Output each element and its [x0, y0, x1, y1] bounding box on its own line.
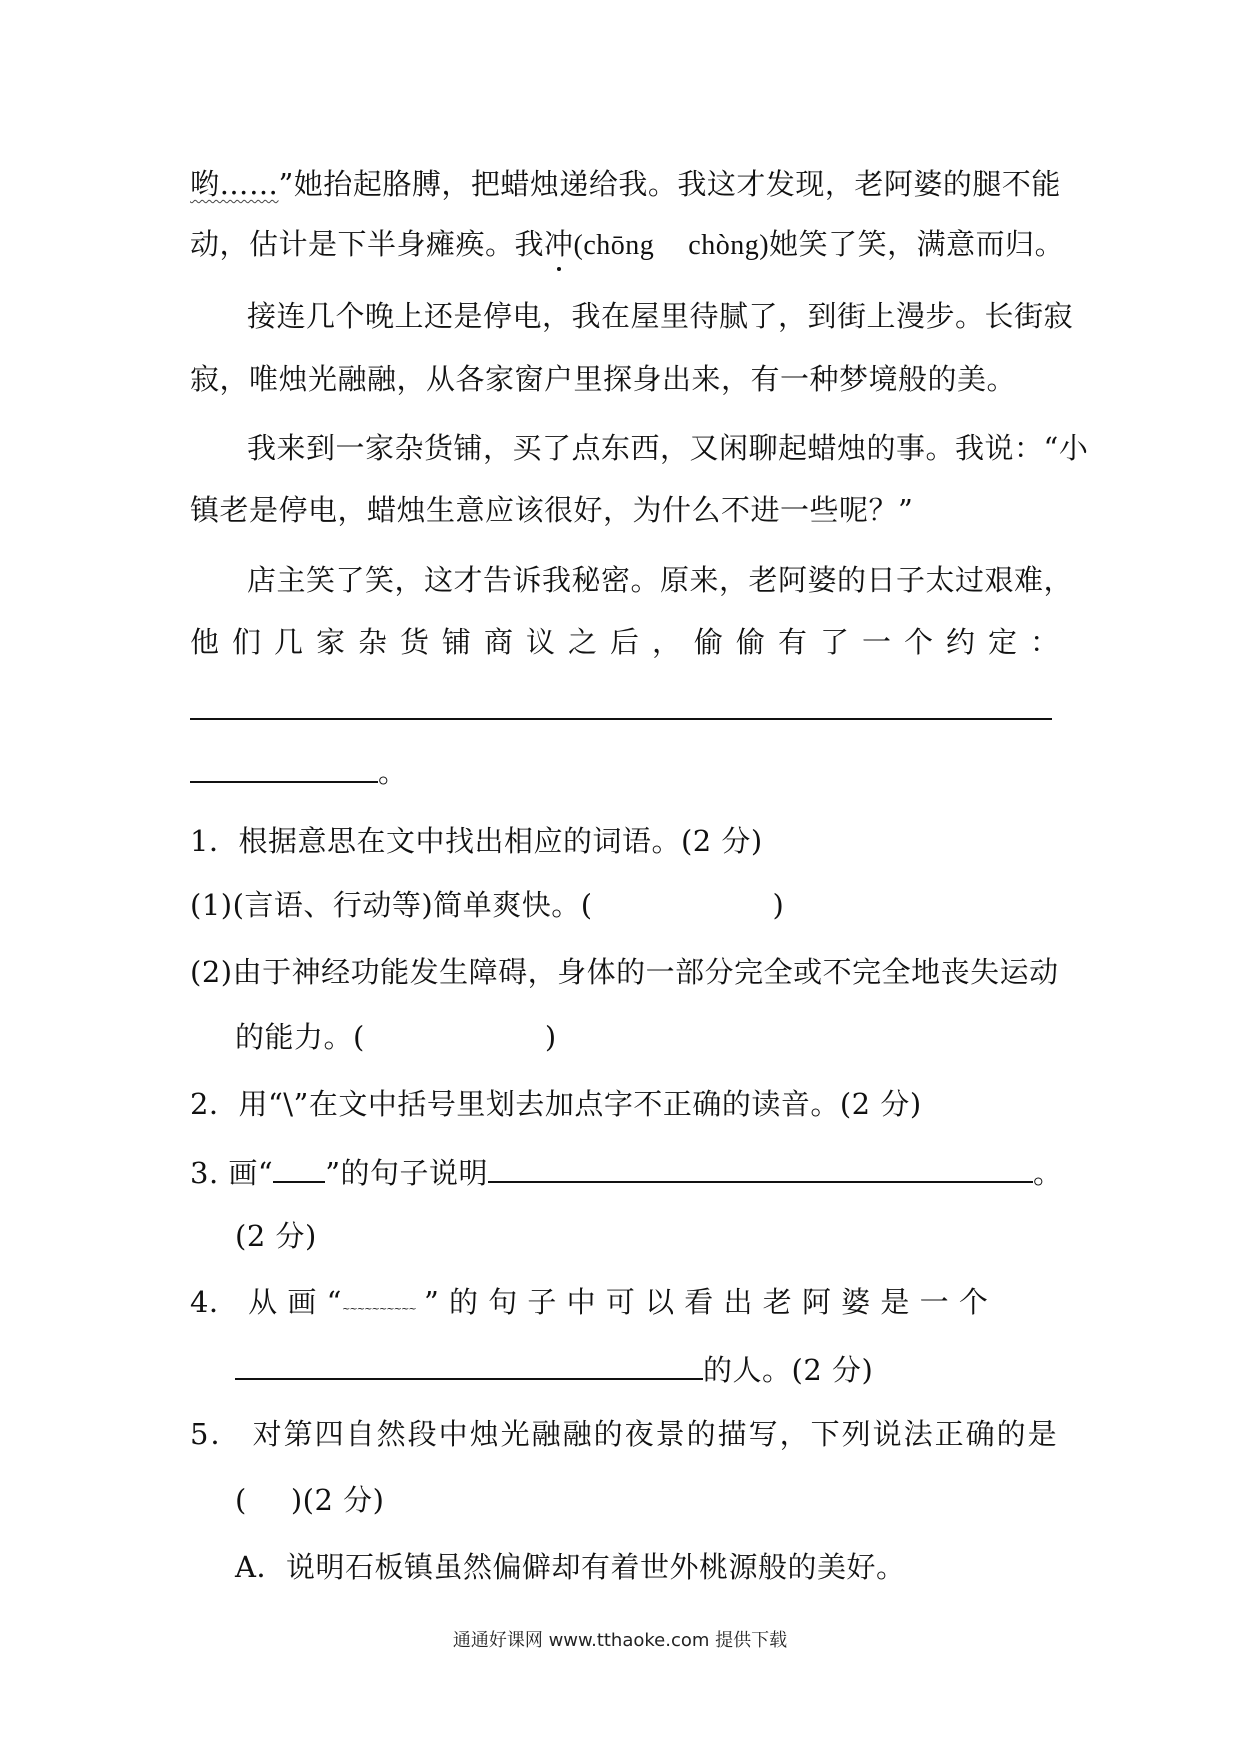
wavy-line-marker: [342, 1282, 424, 1312]
passage-line-5: 我来到一家杂货铺，买了点东西，又闲聊起蜡烛的事。我说：“小: [247, 431, 1089, 465]
question-4: 4． 从 画 “~~~~~ ” 的 句 子 中 可 以 看 出 老 阿 婆 是 一 个: [190, 1282, 988, 1322]
question-1-2-cont: 的能力。( ): [235, 1020, 557, 1054]
passage-line-4: 寂，唯烛光融融，从各家窗户里探身出来，有一种梦境般的美。: [190, 362, 1017, 396]
passage-line-7: 店主笑了笑，这才告诉我秘密。原来，老阿婆的日子太过艰难，: [247, 563, 1074, 597]
footer-watermark: 通通好课网 www.tthaoke.com 提供下载: [452, 1630, 788, 1651]
question-5: 5． 对第四自然段中烛光融融的夜景的描写，下列说法正确的是: [190, 1417, 1059, 1451]
question-2: 2．用“\”在文中括号里划去加点字不正确的读音。(2 分): [190, 1087, 922, 1121]
question-3-score: (2 分): [235, 1219, 317, 1253]
passage-line-6: 镇老是停电，蜡烛生意应该很好，为什么不进一些呢？”: [190, 493, 914, 527]
answer-line-long: [190, 718, 1052, 720]
question-1-2: (2)由于神经功能发生障碍，身体的一部分完全或不完全地丧失运动: [190, 955, 1059, 989]
wavy-underlined-text: 哟……: [190, 167, 279, 201]
question-4-cont: 的人。(2 分): [235, 1348, 873, 1390]
passage-line-1: 哟……”她抬起胳膊，把蜡烛递给我。我这才发现，老阿婆的腿不能: [190, 167, 1061, 201]
passage-line-3: 接连几个晚上还是停电，我在屋里待腻了，到街上漫步。长街寂: [247, 299, 1074, 333]
answer-line-end: 。: [378, 755, 408, 789]
question-5-option-a: A．说明石板镇虽然偏僻却有着世外桃源般的美好。: [235, 1550, 906, 1584]
answer-line[interactable]: [488, 1151, 1033, 1183]
answer-line-short: [190, 781, 378, 783]
question-3: 3. 画“ ”的句子说明 。: [190, 1151, 1063, 1193]
dotted-character: 冲: [544, 224, 574, 264]
question-1-1: (1)(言语、行动等)简单爽快。( ): [190, 888, 785, 922]
question-1: 1．根据意思在文中找出相应的词语。(2 分): [190, 824, 763, 858]
passage-line-2: 动，估计是下半身瘫痪。我冲(chōng chòng)她笑了笑，满意而归。: [190, 224, 1064, 266]
straight-line-marker: [273, 1151, 325, 1183]
answer-line[interactable]: [235, 1348, 703, 1380]
pinyin-options: (chōng chòng): [573, 230, 770, 261]
passage-line-8: 他们几家杂货铺商议之后，偷偷有了一个约定：: [190, 625, 1073, 659]
question-5-answer: ( )(2 分): [235, 1483, 385, 1517]
